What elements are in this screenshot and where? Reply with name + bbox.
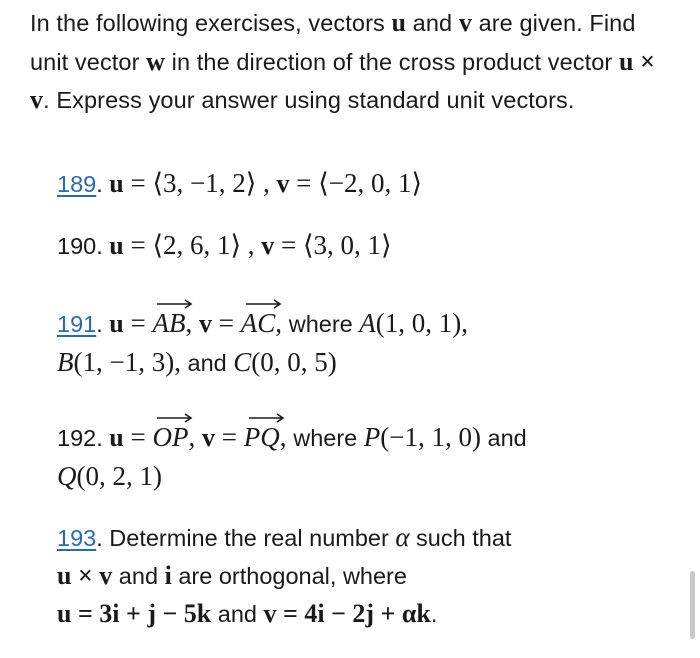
point-a-coords: (1, 0, 1), [375, 308, 469, 338]
intro-text: in the direction of the cross product vector [165, 48, 619, 75]
vector-v: v [276, 169, 290, 198]
vector-v: v [261, 231, 275, 260]
cross-product: u × v [30, 46, 656, 114]
vector-u: u [391, 8, 407, 37]
comma: , [279, 422, 294, 452]
intro-text: In the following exercises, vectors [30, 10, 392, 36]
vector-ab-label: AB [152, 308, 186, 338]
vector-arrow-icon [154, 412, 194, 424]
u-definition: u = 3i + j − 5k [57, 599, 212, 628]
exercise-191 [57, 304, 687, 382]
vector-op-label: OP [152, 422, 189, 452]
dot: . [96, 311, 103, 337]
dot: . [96, 233, 103, 259]
text: are orthogonal, where [171, 563, 407, 589]
vector-ac-label: AC [240, 308, 276, 338]
text: such that [409, 525, 512, 551]
point-b: B [57, 347, 74, 377]
vector-u: u [109, 423, 124, 452]
math-expr: = ⟨3, −1, 2⟩ , [123, 168, 277, 198]
exercise-193 [57, 518, 687, 633]
point-c-coords: (0, 0, 5) [251, 347, 337, 377]
vector-w: w [146, 46, 166, 76]
point-p-coords: (−1, 1, 0) [380, 422, 481, 452]
vector-v: v [198, 309, 212, 338]
exercise-190 [57, 226, 687, 265]
exercise-number-link[interactable]: 193 [57, 525, 97, 551]
dot: . [96, 425, 103, 451]
vector-ac [241, 304, 276, 343]
equals: = [214, 422, 244, 452]
exercise-number: 190 [57, 233, 97, 259]
unit-vector-i: i [164, 561, 172, 590]
intro-text: and [406, 10, 459, 36]
point-c: C [233, 347, 252, 377]
problem-instructions [30, 4, 680, 120]
vector-ab [152, 304, 185, 343]
text: Determine the real number [109, 525, 396, 551]
vector-v: v [458, 8, 472, 37]
and-text: and [180, 350, 234, 376]
dot: . [96, 525, 110, 551]
point-q-coords: (0, 2, 1) [76, 461, 162, 491]
exercise-number-link[interactable]: 189 [57, 171, 97, 197]
exercise-number: 192 [57, 425, 97, 451]
point-a: A [359, 308, 376, 338]
comma: , [188, 422, 202, 452]
comma: , [275, 308, 289, 338]
math-expr: = ⟨2, 6, 1⟩ , [123, 230, 262, 260]
vector-u: u [109, 309, 124, 338]
comma: , [185, 308, 199, 338]
cross-product: u × v [57, 561, 113, 590]
exercise-192 [57, 418, 687, 496]
where-text: where [288, 311, 360, 337]
vector-pq [244, 418, 280, 457]
vector-arrow-icon [246, 412, 286, 424]
and-text: and [112, 563, 165, 589]
vector-arrow-icon [154, 298, 194, 310]
period: . [430, 601, 438, 627]
vector-u: u [109, 231, 124, 260]
point-q: Q [57, 461, 77, 491]
math-expr: = ⟨3, 0, 1⟩ [274, 230, 392, 260]
point-b-coords: (1, −1, 3), [73, 347, 181, 377]
vector-u: u [109, 169, 124, 198]
point-p: P [363, 422, 381, 452]
equals: = [123, 422, 153, 452]
vector-arrow-icon [243, 298, 283, 310]
exercise-number-link[interactable]: 191 [57, 311, 97, 337]
and-text: and [211, 601, 264, 627]
v-definition: v = 4i − 2j + αk [263, 599, 431, 628]
dot: . [96, 171, 103, 197]
intro-text: . Express your answer using standard unit vectors. [43, 87, 575, 113]
vector-op [152, 418, 188, 457]
exercise-189 [57, 164, 687, 203]
math-expr: = ⟨−2, 0, 1⟩ [289, 168, 423, 198]
equals: = [123, 308, 153, 338]
scrollbar[interactable] [690, 571, 695, 639]
alpha-symbol: α [395, 522, 410, 552]
intro-text: are given. Find unit vector [30, 10, 636, 75]
and-text: and [480, 425, 527, 451]
vector-pq-label: PQ [243, 422, 280, 452]
where-text: where [293, 425, 364, 451]
equals: = [211, 308, 241, 338]
vector-v: v [201, 423, 215, 452]
